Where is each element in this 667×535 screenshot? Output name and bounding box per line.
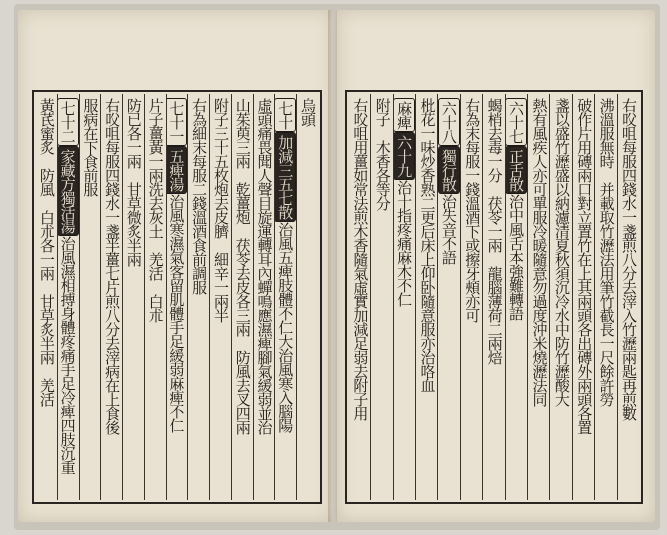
entry-number-tag: 六十八	[438, 98, 460, 146]
column-text: 山茱萸三兩 乾薑炮 茯苓去皮各三兩 防風去叉四兩	[233, 98, 252, 434]
column-text: 防已各一兩 甘草微炙半兩	[124, 98, 143, 266]
text-column	[296, 94, 318, 500]
column-text: 破作片用磚兩口對立置竹在上其兩頭各出磚外兩頭各置	[575, 98, 594, 434]
right-page-frame	[345, 90, 643, 504]
entry-number-tag: 七十一	[166, 98, 188, 146]
column-text: 右為細末每服二錢溫酒食前調服	[190, 98, 209, 294]
text-column	[594, 94, 616, 500]
text-column	[57, 94, 79, 500]
column-text: 片子薑黃一兩洗去灰土 羌活 白朮	[146, 98, 165, 322]
text-column	[187, 94, 209, 500]
column-text: 右㕮咀用薑如常法煎木香隨氣虛實加減足弱去附子用	[351, 98, 370, 420]
text-column	[527, 94, 549, 500]
recipe-name-tag: 加減三五七散	[274, 132, 296, 222]
column-text: 治失音不語	[439, 194, 458, 264]
column-text: 沸溫服無時 并載取竹瀝法用筆竹截長一尺餘許勞	[597, 98, 616, 406]
column-text: 治中風舌本強難轉語	[507, 194, 526, 320]
text-column	[231, 94, 253, 500]
recipe-name-tag: 家藏方獨活湯	[57, 146, 79, 236]
right-page-columns	[349, 94, 639, 500]
text-column	[415, 94, 437, 500]
recipe-name-tag: 五痺湯	[166, 146, 188, 194]
column-text: 盞以盛竹瀝盛以納濾清夏秋須沉冷水中防竹瀝酸大	[552, 98, 571, 406]
column-text: 枇花一味炒香熟二更后床上仰卧隨意服亦治咯血	[418, 98, 437, 392]
column-text: 黃芪蜜炙 防風 白朮各一兩 甘草炙半兩 羌活	[37, 98, 56, 406]
text-column	[253, 94, 275, 500]
column-text: 烏頭	[299, 98, 317, 126]
text-column	[505, 94, 527, 500]
text-column	[349, 94, 370, 500]
text-column	[122, 94, 144, 500]
column-text: 治十指疼痛麻木不仁	[395, 180, 414, 306]
entry-number-tag: 七十二	[57, 98, 79, 146]
text-column	[482, 94, 504, 500]
text-column	[166, 94, 188, 500]
text-column	[144, 94, 166, 500]
column-text: 治風五痺肢體不仁大治風寒入腦陽	[276, 222, 295, 432]
text-column	[209, 94, 231, 500]
column-text: 服病在下食前服	[81, 98, 100, 196]
column-text: 熱有風疾人亦可單服冷暖隨意勿過度沖米燒瀝法同	[530, 98, 549, 406]
recipe-name-tag: 正舌散	[505, 146, 527, 194]
open-book	[14, 4, 660, 530]
text-column	[617, 94, 639, 500]
text-column	[79, 94, 101, 500]
column-text: 右㕮咀每服四錢水一盞半薑七片煎八分去滓病在上食後	[103, 98, 122, 434]
text-column	[437, 94, 459, 500]
column-text: 虛頭痛畏聞人聲目旋運轉耳內蟬鳴應濕痺腳氣緩弱並治	[255, 98, 274, 434]
left-page	[18, 10, 333, 522]
text-column	[393, 94, 415, 500]
left-page-frame	[32, 90, 322, 504]
column-text: 右為末每服一錢溫酒下或擦牙頰亦可	[463, 98, 482, 322]
entry-number-tag: 七十	[274, 98, 296, 132]
left-page-columns	[36, 94, 318, 500]
text-column	[460, 94, 482, 500]
text-column	[36, 94, 57, 500]
entry-number-tag: 麻痺	[393, 98, 415, 132]
text-column	[370, 94, 392, 500]
text-column	[274, 94, 296, 500]
recipe-name-tag: 六十九	[393, 132, 415, 180]
column-text: 蝎梢去毒一分 茯苓一兩 龍腦薄荷二兩焙	[485, 98, 504, 364]
text-column	[572, 94, 594, 500]
column-text: 附子三十五枚炮去皮臍 細辛一兩半	[211, 98, 230, 322]
column-text: 治風寒濕氣客留肌體手足緩弱麻痺不仁	[167, 194, 186, 432]
column-text: 右㕮咀每服四錢水一盞煎八分去滓入竹瀝兩匙再煎數	[620, 98, 638, 420]
recipe-name-tag: 獨行散	[438, 146, 460, 194]
entry-number-tag: 六十七	[505, 98, 527, 146]
right-page	[337, 10, 655, 522]
text-column	[100, 94, 122, 500]
text-column	[549, 94, 571, 500]
column-text: 治風濕相搏身體疼痛手足冷痺四肢沉重	[58, 236, 77, 474]
column-text: 附子 木香各等分	[373, 98, 392, 210]
